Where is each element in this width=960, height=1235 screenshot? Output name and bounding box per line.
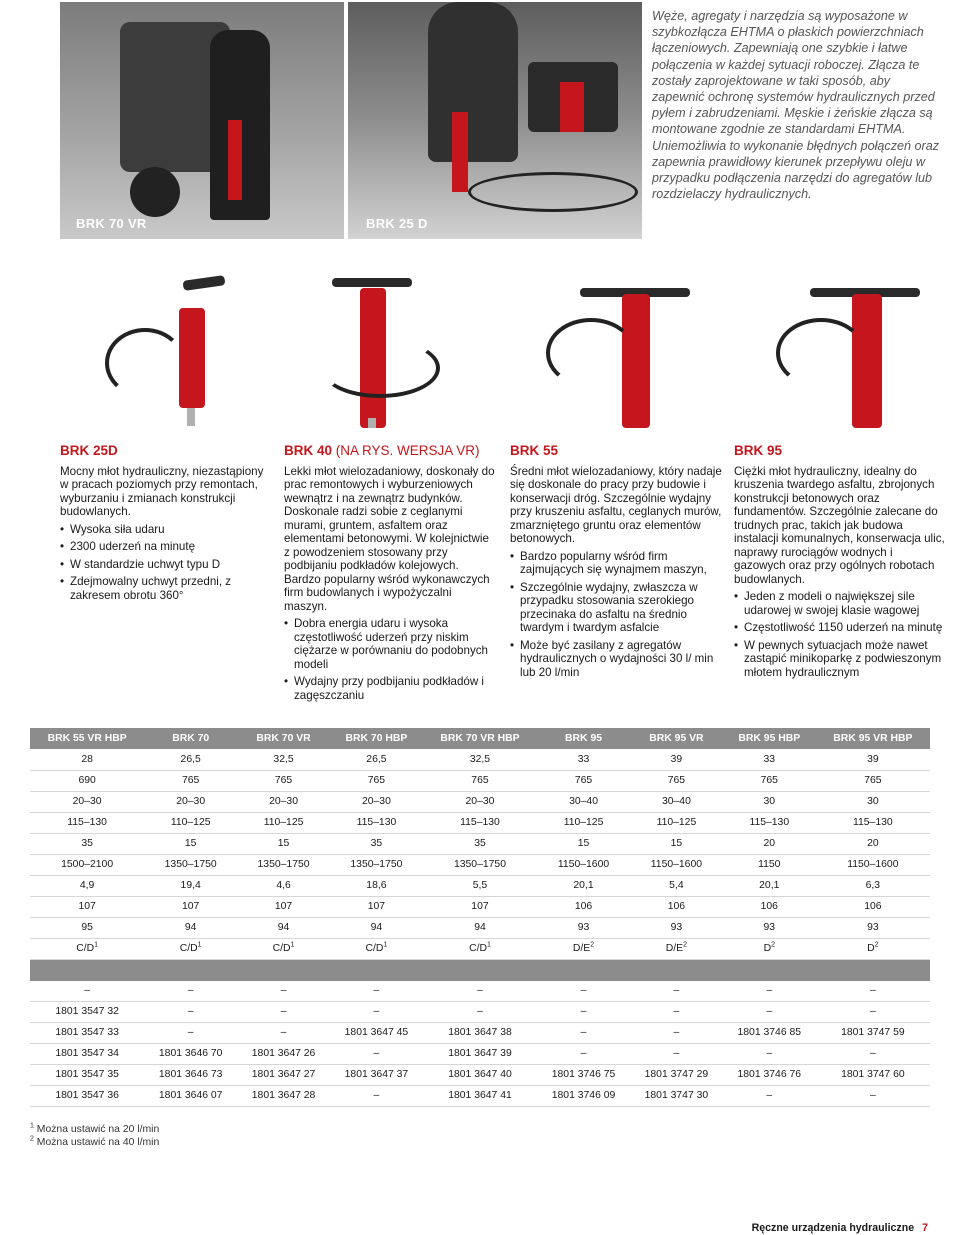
table-cell: 107 (30, 896, 144, 917)
table-cell: 5,5 (423, 875, 537, 896)
column-header: BRK 70 VR (237, 728, 330, 749)
table-cell: 15 (537, 833, 630, 854)
table-cell: 35 (30, 833, 144, 854)
table-cell: 30 (816, 791, 930, 812)
table-cell: 30 (723, 791, 816, 812)
table-cell: 1801 3647 39 (423, 1043, 537, 1064)
table-cell: – (144, 1022, 237, 1043)
page-number: 7 (922, 1222, 928, 1234)
column-header: BRK 95 VR HBP (816, 728, 930, 749)
table-cell: 20,1 (723, 875, 816, 896)
table-cell: 39 (816, 749, 930, 770)
table-cell (330, 959, 423, 980)
table-cell (630, 959, 723, 980)
table-cell: $C/D^1$ (330, 938, 423, 959)
photo-brk-70-vr (60, 2, 344, 239)
feature-item: • W standardzie uchwyt typu D (60, 558, 272, 572)
table-cell: – (816, 980, 930, 1001)
table-cell: 95 (30, 917, 144, 938)
table-cell (537, 959, 630, 980)
product-image-brk-95 (770, 268, 920, 428)
table-cell: – (723, 1001, 816, 1022)
feature-item: • Bardzo popularny wśród firm zajmujących się wynajmem maszyn, (510, 550, 722, 577)
table-cell: 33 (537, 749, 630, 770)
table-cell: 19,4 (144, 875, 237, 896)
table-row (30, 980, 930, 1001)
table-cell: 110–125 (537, 812, 630, 833)
table-cell: 93 (723, 917, 816, 938)
table-cell: 1801 3547 33 (30, 1022, 144, 1043)
table-cell: 93 (816, 917, 930, 938)
table-cell: 32,5 (423, 749, 537, 770)
product-description: Średni młot wielozadaniowy, który nadaje się doskonale do pracy przy budowie i konserwacji dróg. Szczególnie wydajny przy kruszeniu asfaltu, ceglanych murów, zmarzniętego gruntu oraz elementów betonowych. (510, 464, 722, 545)
table-cell: 765 (816, 770, 930, 791)
table-cell: $D^2$ (723, 938, 816, 959)
table-cell: – (723, 1085, 816, 1106)
table-cell: – (723, 1043, 816, 1064)
table-cell: – (330, 1043, 423, 1064)
table-cell: 94 (423, 917, 537, 938)
table-cell: 1801 3647 45 (330, 1022, 423, 1043)
table-cell: 20–30 (423, 791, 537, 812)
table-cell: 30–40 (630, 791, 723, 812)
table-cell: 93 (537, 917, 630, 938)
table-cell: 5,4 (630, 875, 723, 896)
feature-list (734, 590, 946, 679)
intro-text: Węże, agregaty i narzędzia są wyposażone w szybkozłącza EHTMA o płaskich powierzchniach łączeniowych. Zapewniają one szybkie i łatwe połączenia w każdej sytuacji roboczej. Złącza te zostały zaprojektowane w taki sposób, aby zapewnić ochronę systemów hydraulicznych przed pyłem i zabrudzeniami. Męskie i żeńskie złącza są montowane zgodnie ze standardami EHTMA. Uniemożliwia to wykonanie błędnych połączeń oraz zapewnia prawidłowy kierunek przepływu oleju w przypadku podłączenia narzędzi do agregatów lub rozdzielaczy hydraulicznych. (652, 9, 940, 202)
table-cell: 15 (237, 833, 330, 854)
table-cell: 106 (630, 896, 723, 917)
product-column-brk-55 (510, 444, 722, 679)
table-cell (723, 959, 816, 980)
table-cell: 26,5 (330, 749, 423, 770)
table-cell: 4,6 (237, 875, 330, 896)
feature-item: • Szczególnie wydajny, zwłaszcza w przypadku stosowania szerokiego przecinaka do asfaltu na średnio twardym i twardym asfalcie (510, 581, 722, 635)
table-row (30, 770, 930, 791)
page-footer (752, 1222, 928, 1234)
column-header: BRK 95 HBP (723, 728, 816, 749)
table-cell: – (237, 980, 330, 1001)
table-cell: 93 (630, 917, 723, 938)
table-cell: 1801 3747 30 (630, 1085, 723, 1106)
table-cell: 110–125 (237, 812, 330, 833)
table-cell: 1801 3646 07 (144, 1085, 237, 1106)
table-cell: 110–125 (630, 812, 723, 833)
table-cell: 32,5 (237, 749, 330, 770)
feature-list (510, 550, 722, 680)
table-cell: 115–130 (723, 812, 816, 833)
table-cell: – (330, 1085, 423, 1106)
footnote: $^2$ Można ustawić na 40 l/min (30, 1135, 160, 1148)
table-cell: 1801 3647 38 (423, 1022, 537, 1043)
table-row (30, 1043, 930, 1064)
product-title: BRK 95 (734, 443, 783, 458)
table-cell: 30–40 (537, 791, 630, 812)
table-cell: 1350–1750 (330, 854, 423, 875)
table-cell: – (816, 1085, 930, 1106)
feature-item: • 2300 uderzeń na minutę (60, 540, 272, 554)
table-cell: 106 (723, 896, 816, 917)
table-cell: 1150–1600 (630, 854, 723, 875)
table-cell: 106 (816, 896, 930, 917)
table-cell: 765 (423, 770, 537, 791)
table-cell: 28 (30, 749, 144, 770)
table-row (30, 1022, 930, 1043)
table-cell: 1801 3647 41 (423, 1085, 537, 1106)
table-row (30, 749, 930, 770)
table-cell: 1801 3747 60 (816, 1064, 930, 1085)
photo-caption: BRK 25 D (366, 216, 428, 231)
table-cell: 765 (330, 770, 423, 791)
table-cell: 115–130 (423, 812, 537, 833)
table-cell: – (423, 980, 537, 1001)
table-cell: 1801 3647 27 (237, 1064, 330, 1085)
table-cell: – (330, 980, 423, 1001)
table-cell: 1150 (723, 854, 816, 875)
product-description: Ciężki młot hydrauliczny, idealny do kruszenia twardego asfaltu, zbrojonych konstrukcji betonowych oraz fundamentów. Szczególnie zalecane do trudnych prac, takich jak budowa instalacji komunalnych, konserwacja ulic, naprawy rurociągów wodnych i gazowych oraz przy ogólnych robotach budowlanych. (734, 464, 945, 586)
table-cell: 20 (723, 833, 816, 854)
table-cell (816, 959, 930, 980)
table-cell: 1801 3547 35 (30, 1064, 144, 1085)
table-cell: – (816, 1043, 930, 1064)
table-cell: – (630, 980, 723, 1001)
column-header: BRK 70 (144, 728, 237, 749)
product-title: BRK 55 (510, 443, 559, 458)
table-cell: – (30, 980, 144, 1001)
table-cell: 1150–1600 (816, 854, 930, 875)
column-header: BRK 95 (537, 728, 630, 749)
feature-item: • Zdejmowalny uchwyt przedni, z zakresem obrotu 360° (60, 575, 272, 602)
table-cell: 15 (630, 833, 723, 854)
table-cell: 4,9 (30, 875, 144, 896)
table-cell: 1350–1750 (237, 854, 330, 875)
table-row (30, 875, 930, 896)
table-cell: 765 (237, 770, 330, 791)
table-cell: 1801 3746 75 (537, 1064, 630, 1085)
feature-list (60, 523, 272, 603)
table-cell: 110–125 (144, 812, 237, 833)
table-cell: 6,3 (816, 875, 930, 896)
table-cell: – (816, 1001, 930, 1022)
table-cell: 94 (237, 917, 330, 938)
table-row (30, 833, 930, 854)
table-cell: 20–30 (30, 791, 144, 812)
table-cell: 1150–1600 (537, 854, 630, 875)
table-cell: – (237, 1022, 330, 1043)
table-cell: 1801 3547 34 (30, 1043, 144, 1064)
table-cell: 20–30 (237, 791, 330, 812)
table-cell: $C/D^1$ (237, 938, 330, 959)
table-cell: 35 (330, 833, 423, 854)
product-title: BRK 40 (NA RYS. WERSJA VR) (284, 443, 480, 458)
table-cell: 107 (144, 896, 237, 917)
table-cell: 107 (330, 896, 423, 917)
table-header-row (30, 728, 930, 749)
table-cell: 1801 3547 36 (30, 1085, 144, 1106)
table-cell: – (144, 980, 237, 1001)
table-cell: 1801 3647 28 (237, 1085, 330, 1106)
table-cell: 39 (630, 749, 723, 770)
column-header: BRK 70 HBP (330, 728, 423, 749)
table-row (30, 917, 930, 938)
table-cell: – (630, 1022, 723, 1043)
table-row (30, 812, 930, 833)
table-cell (144, 959, 237, 980)
table-cell: 18,6 (330, 875, 423, 896)
table-cell: – (537, 980, 630, 1001)
table-cell: 33 (723, 749, 816, 770)
feature-item: • Częstotliwość 1150 uderzeń na minutę (734, 621, 946, 635)
table-cell: – (630, 1001, 723, 1022)
feature-item: • Może być zasilany z agregatów hydraulicznych o wydajności 30 l/ min lub 20 l/min (510, 639, 722, 680)
table-cell: $C/D^1$ (423, 938, 537, 959)
product-image-brk-25d (95, 268, 235, 428)
photo-caption: BRK 70 VR (76, 216, 147, 231)
table-row (30, 896, 930, 917)
feature-item: • W pewnych sytuacjach może nawet zastąpić minikoparkę z podwieszonym młotem hydraulicznym (734, 639, 946, 680)
table-cell: 1801 3746 09 (537, 1085, 630, 1106)
table-cell: 20 (816, 833, 930, 854)
table-cell (30, 959, 144, 980)
table-cell: 26,5 (144, 749, 237, 770)
table-cell: 94 (330, 917, 423, 938)
table-cell: 107 (237, 896, 330, 917)
column-header: BRK 95 VR (630, 728, 723, 749)
table-row (30, 1085, 930, 1106)
table-cell: – (537, 1022, 630, 1043)
table-cell: 115–130 (816, 812, 930, 833)
table-cell: 1801 3747 29 (630, 1064, 723, 1085)
table-cell: 1500–2100 (30, 854, 144, 875)
table-cell: – (330, 1001, 423, 1022)
table-cell: 1801 3647 37 (330, 1064, 423, 1085)
table-cell: – (144, 1001, 237, 1022)
table-cell: 20–30 (330, 791, 423, 812)
spec-table (30, 728, 930, 1107)
table-cell: 1801 3746 85 (723, 1022, 816, 1043)
table-cell: 1801 3547 32 (30, 1001, 144, 1022)
feature-item: • Wysoka siła udaru (60, 523, 272, 537)
table-cell: $C/D^1$ (144, 938, 237, 959)
table-cell: 20,1 (537, 875, 630, 896)
table-row (30, 1064, 930, 1085)
footnotes (30, 1124, 159, 1149)
table-cell: 115–130 (30, 812, 144, 833)
table-cell: $D/E^2$ (630, 938, 723, 959)
table-cell: 15 (144, 833, 237, 854)
table-cell: $D/E^2$ (537, 938, 630, 959)
table-cell (423, 959, 537, 980)
table-cell: 20–30 (144, 791, 237, 812)
table-cell: 1801 3646 70 (144, 1043, 237, 1064)
table-cell: 1801 3646 73 (144, 1064, 237, 1085)
table-divider-row (30, 959, 930, 980)
product-image-brk-55 (540, 268, 690, 428)
feature-item: • Wydajny przy podbijaniu podkładów i zagęszczaniu (284, 675, 496, 702)
table-cell: 765 (630, 770, 723, 791)
table-cell: 35 (423, 833, 537, 854)
table-cell (237, 959, 330, 980)
table-cell: 1801 3647 26 (237, 1043, 330, 1064)
table-cell: – (537, 1001, 630, 1022)
table-row (30, 791, 930, 812)
table-cell: 94 (144, 917, 237, 938)
feature-item: • Jeden z modeli o największej sile udarowej w swojej klasie wagowej (734, 590, 946, 617)
table-cell: 1801 3647 40 (423, 1064, 537, 1085)
column-header: BRK 55 VR HBP (30, 728, 144, 749)
feature-list (284, 617, 496, 702)
photo-brk-25-d (348, 2, 642, 239)
table-cell: 107 (423, 896, 537, 917)
table-cell: 106 (537, 896, 630, 917)
footer-title: Ręczne urządzenia hydrauliczne (751, 1222, 915, 1234)
table-cell: – (630, 1043, 723, 1064)
table-cell: – (423, 1001, 537, 1022)
table-row (30, 854, 930, 875)
table-cell: 1350–1750 (423, 854, 537, 875)
table-cell: 115–130 (330, 812, 423, 833)
table-row (30, 938, 930, 959)
product-image-brk-40 (310, 268, 450, 428)
table-cell: 765 (537, 770, 630, 791)
product-title: BRK 25D (60, 443, 118, 458)
table-cell: 1350–1750 (144, 854, 237, 875)
table-cell: 1801 3746 76 (723, 1064, 816, 1085)
product-column-brk-95 (734, 444, 946, 679)
product-column-brk-25d (60, 444, 272, 602)
table-cell: 1801 3747 59 (816, 1022, 930, 1043)
table-cell: $C/D^1$ (30, 938, 144, 959)
table-cell: 765 (144, 770, 237, 791)
footnote: $^1$ Można ustawić na 20 l/min (30, 1122, 160, 1135)
product-description: Mocny młot hydrauliczny, niezastąpiony w pracach poziomych przy remontach, wyburzaniu i zmianach konstrukcji budowlanych. (60, 464, 264, 518)
table-cell: – (237, 1001, 330, 1022)
column-header: BRK 70 VR HBP (423, 728, 537, 749)
product-description: Lekki młot wielozadaniowy, doskonały do prac remontowych i wyburzeniowych wewnątrz i na zewnątrz budynków. Doskonale radzi sobie z ceglanymi murami, gruntem, asfaltem oraz elementami betonowymi. W kolejnictwie z powodzeniem stosowany przy podbijaniu podkładów kolejowych. Bardzo popularny wśród wykonawczych firm budowlanych i wypożyczalni maszyn. (284, 464, 495, 613)
table-row (30, 1001, 930, 1022)
table-cell: $D^2$ (816, 938, 930, 959)
table-cell: – (723, 980, 816, 1001)
feature-item: • Dobra energia udaru i wysoka częstotliwość uderzeń przy niskim ciężarze w porównaniu do podobnych modeli (284, 617, 496, 671)
table-cell: 765 (723, 770, 816, 791)
table-cell: – (537, 1043, 630, 1064)
table-cell: 690 (30, 770, 144, 791)
product-column-brk-40 (284, 444, 496, 702)
